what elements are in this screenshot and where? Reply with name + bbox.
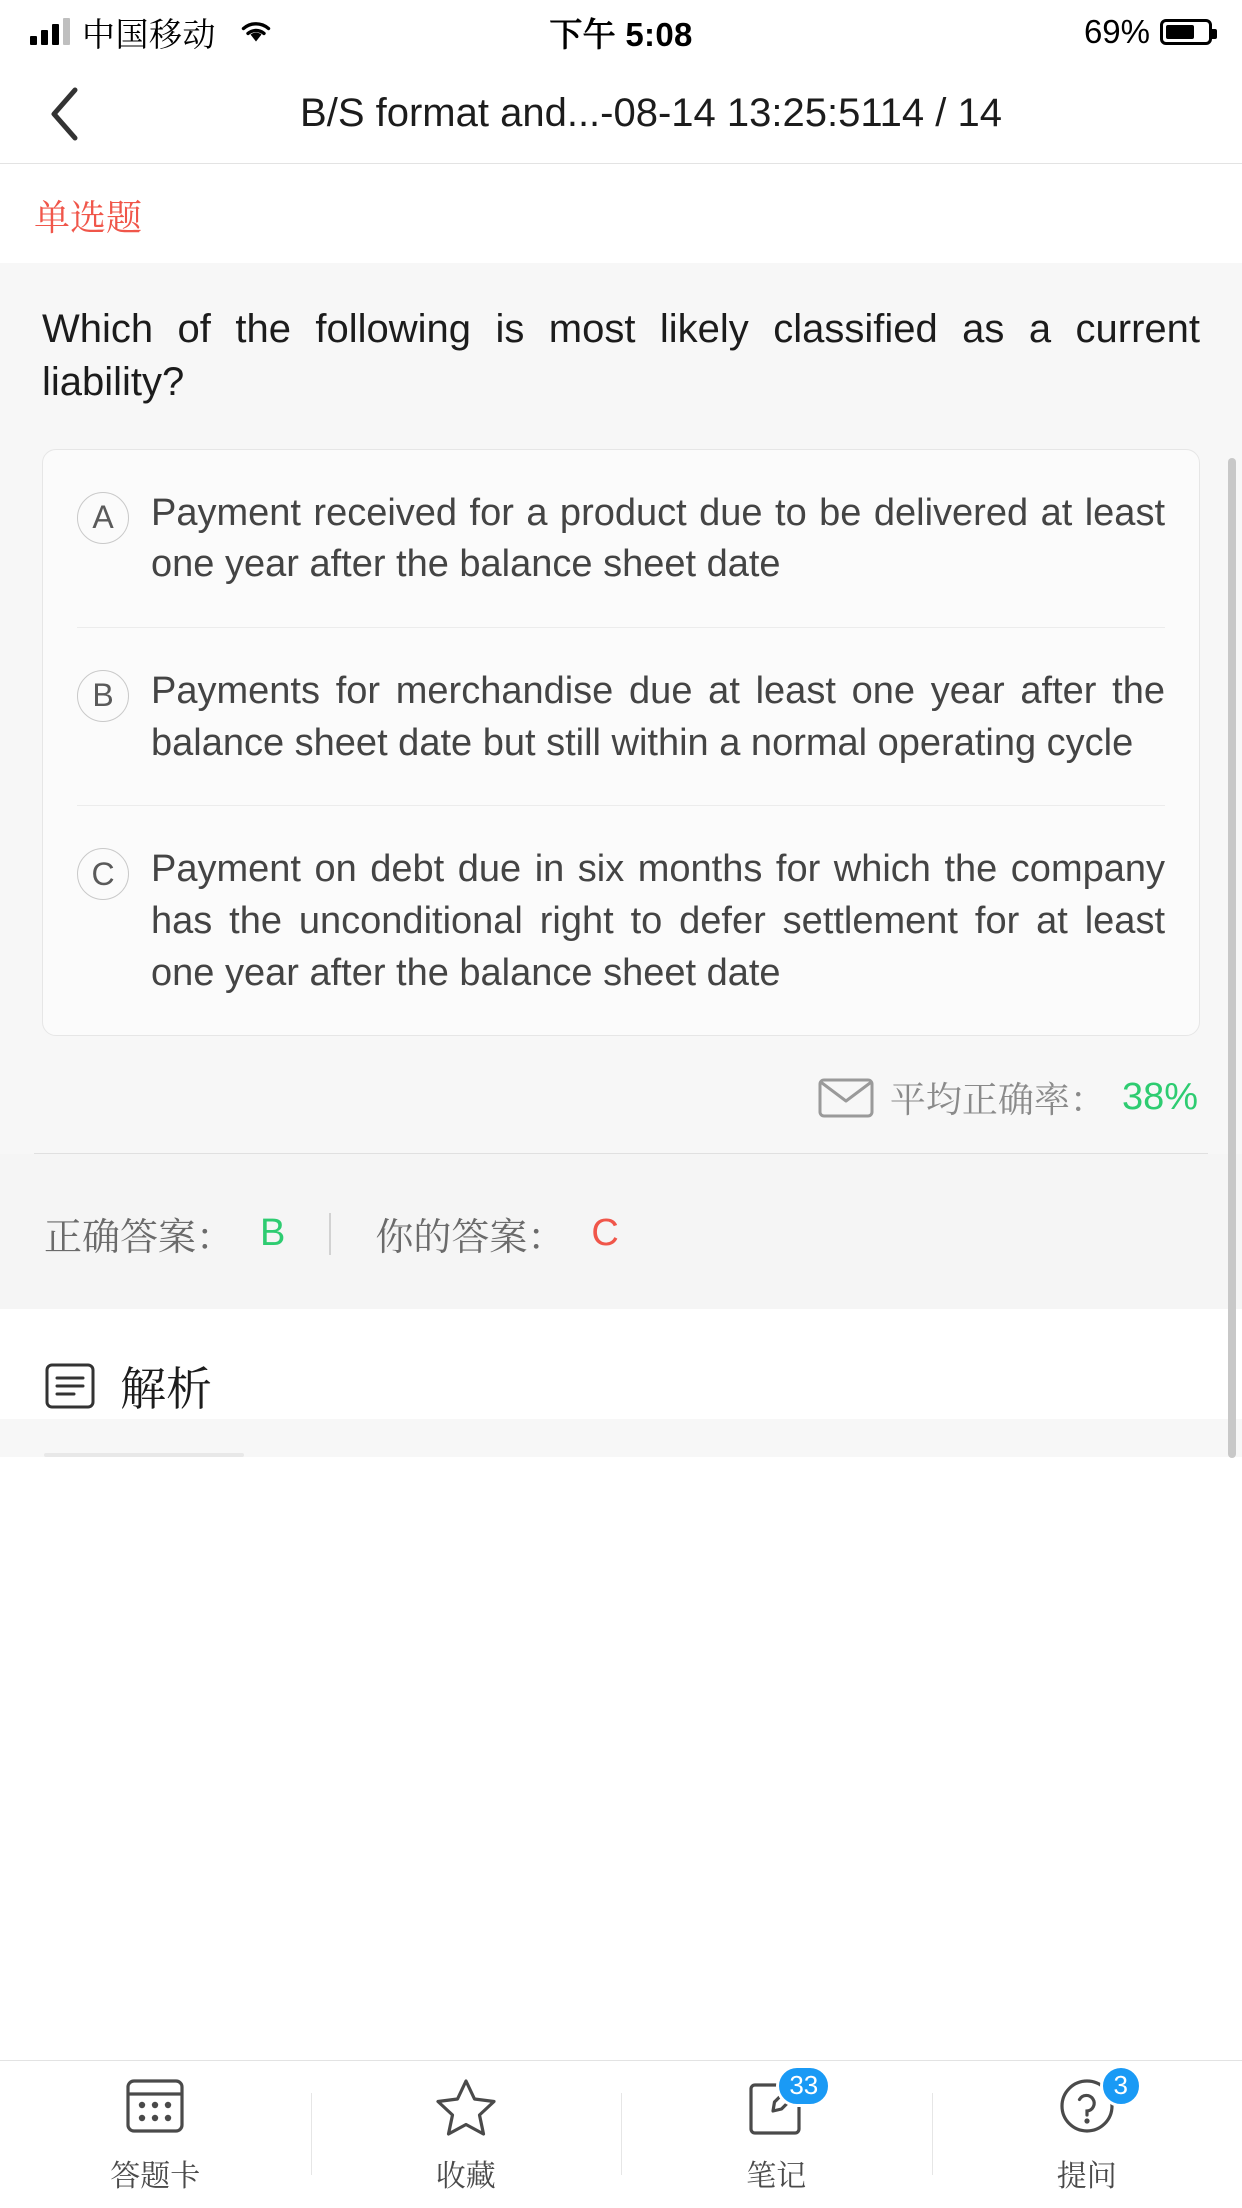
answer-card-icon (122, 2075, 188, 2137)
option-b[interactable] (77, 628, 1165, 806)
analysis-rule (44, 1453, 244, 1457)
nav-bar (0, 64, 1242, 164)
ask-question-badge: 3 (1100, 2065, 1142, 2107)
back-button[interactable] (34, 84, 94, 144)
tab-notes[interactable] (621, 2061, 932, 2208)
question-scroll-area[interactable] (0, 263, 1242, 1457)
answer-summary-row (0, 1154, 1242, 1309)
analysis-header (0, 1309, 1242, 1419)
nav-title-text: B/S format and...-08-14 13:25:51 (300, 91, 880, 135)
status-bar-right (1084, 13, 1212, 51)
correct-answer-label: 正确答案： (44, 1217, 235, 1260)
envelope-icon (818, 1077, 874, 1119)
option-text: Payment received for a product due to be delivered at least one year after the balance sheet date (151, 491, 1165, 586)
option-text: Payments for merchandise due at least one year after the balance sheet date but still within a normal operating cycle (151, 669, 1165, 764)
status-bar (0, 0, 1242, 64)
status-bar-time: 下午 5:08 (549, 15, 693, 53)
nav-question-counter: 14 / 14 (879, 91, 1002, 135)
tab-ask-question[interactable] (932, 2061, 1242, 2208)
page-title (120, 91, 1182, 136)
option-letter: B (77, 670, 129, 722)
option-text: Payment on debt due in six months for which the company has the unconditional right to defer settlement for at least one year after the balance sheet date (151, 848, 1165, 994)
chevron-left-icon (47, 86, 81, 142)
analysis-title: 解析 (120, 1363, 212, 1416)
tab-favorites[interactable] (311, 2061, 622, 2208)
document-lines-icon (44, 1360, 96, 1412)
accuracy-value: 38% (1121, 1076, 1198, 1119)
average-accuracy-row (0, 1036, 1242, 1153)
star-icon (433, 2075, 499, 2137)
tab-label: 答题卡 (110, 2159, 201, 2193)
tab-answer-card[interactable] (0, 2061, 311, 2208)
option-a[interactable] (77, 450, 1165, 628)
note-pencil-icon (743, 2070, 819, 2137)
your-answer-label: 你的答案： (375, 1217, 566, 1260)
accuracy-label: 平均正确率： (889, 1079, 1106, 1121)
battery-percent-label: 69% (1083, 13, 1150, 50)
vertical-scrollbar[interactable] (1228, 458, 1236, 1458)
battery-icon (1160, 19, 1212, 45)
question-text: Which of the following is most likely classified as a current liability? (42, 307, 1200, 404)
option-c[interactable] (77, 806, 1165, 1035)
option-letter: A (77, 492, 129, 544)
question-block (0, 263, 1242, 409)
battery-fill (1166, 25, 1194, 39)
question-type-label: 单选题 (0, 164, 1242, 263)
question-mark-icon (1054, 2070, 1128, 2137)
options-list (42, 449, 1200, 1037)
tab-label: 收藏 (435, 2159, 496, 2193)
answer-separator (329, 1213, 331, 1255)
notes-badge: 33 (776, 2065, 831, 2107)
option-letter: C (77, 848, 129, 900)
tab-label: 提问 (1056, 2159, 1117, 2193)
tab-label: 笔记 (746, 2159, 807, 2193)
bottom-tab-bar (0, 2060, 1242, 2208)
your-answer-value: C (591, 1212, 619, 1255)
correct-answer-value: B (260, 1212, 286, 1255)
carrier-label: 中国移动 (82, 15, 216, 53)
